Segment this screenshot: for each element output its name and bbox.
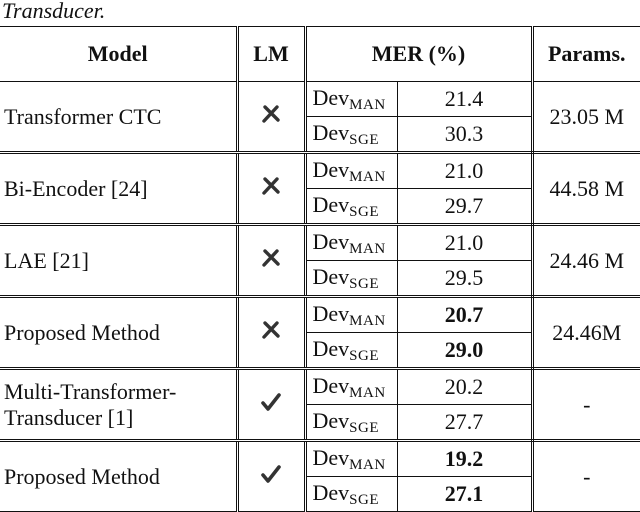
model-name: Multi-Transformer-Transducer [1] bbox=[0, 369, 237, 441]
dev-prefix: Dev bbox=[312, 407, 350, 433]
mer-dev-man-value: 21.4 bbox=[397, 82, 532, 117]
lm-cross-icon bbox=[237, 82, 305, 153]
dev-man-subscript: MAN bbox=[349, 168, 386, 185]
dev-sge-subscript: SGE bbox=[349, 275, 379, 292]
dev-prefix: Dev bbox=[312, 335, 350, 361]
dev-prefix: Dev bbox=[312, 228, 350, 254]
header-params: Params. bbox=[532, 27, 640, 82]
results-table-wrapper bbox=[0, 26, 640, 508]
header-row bbox=[0, 27, 640, 82]
model-name: Bi-Encoder [24] bbox=[0, 153, 237, 225]
mer-dev-man-value: 21.0 bbox=[397, 153, 532, 189]
header-mer: MER (%) bbox=[305, 27, 532, 82]
dev-man-label bbox=[305, 441, 397, 477]
dev-sge-label bbox=[305, 405, 397, 441]
params-value: - bbox=[532, 369, 640, 441]
dev-man-subscript: MAN bbox=[349, 456, 386, 473]
params-value: 24.46 M bbox=[532, 225, 640, 297]
table-row bbox=[0, 369, 640, 405]
table-body bbox=[0, 82, 640, 512]
mer-dev-sge-value: 27.1 bbox=[397, 477, 532, 512]
lm-cross-icon bbox=[237, 297, 305, 369]
dev-prefix: Dev bbox=[312, 444, 350, 470]
dev-sge-label bbox=[305, 189, 397, 225]
model-name: Transformer CTC bbox=[0, 82, 237, 153]
dev-sge-subscript: SGE bbox=[349, 419, 379, 436]
dev-sge-label bbox=[305, 117, 397, 153]
mer-dev-man-value: 20.2 bbox=[397, 369, 532, 405]
dev-man-label bbox=[305, 225, 397, 261]
params-value: 44.58 M bbox=[532, 153, 640, 225]
results-table bbox=[0, 26, 640, 512]
dev-sge-label bbox=[305, 477, 397, 512]
lm-cross-icon bbox=[237, 225, 305, 297]
table-row bbox=[0, 441, 640, 477]
mer-dev-sge-value: 30.3 bbox=[397, 117, 532, 153]
dev-prefix: Dev bbox=[312, 372, 350, 398]
lm-check-icon bbox=[237, 441, 305, 512]
params-value: - bbox=[532, 441, 640, 512]
dev-man-label bbox=[305, 82, 397, 117]
table-row bbox=[0, 225, 640, 261]
dev-sge-subscript: SGE bbox=[349, 491, 379, 508]
mer-dev-sge-value: 29.7 bbox=[397, 189, 532, 225]
mer-dev-man-value: 20.7 bbox=[397, 297, 532, 333]
dev-sge-label bbox=[305, 261, 397, 297]
table-row bbox=[0, 82, 640, 117]
mer-dev-sge-value: 27.7 bbox=[397, 405, 532, 441]
dev-man-label bbox=[305, 369, 397, 405]
model-name: Proposed Method bbox=[0, 297, 237, 369]
dev-sge-subscript: SGE bbox=[349, 131, 379, 148]
table-row bbox=[0, 297, 640, 333]
params-value: 24.46M bbox=[532, 297, 640, 369]
caption-tail: Transducer. bbox=[2, 0, 106, 23]
mer-dev-sge-value: 29.5 bbox=[397, 261, 532, 297]
dev-sge-subscript: SGE bbox=[349, 347, 379, 364]
table-row bbox=[0, 153, 640, 189]
dev-man-label bbox=[305, 153, 397, 189]
dev-prefix: Dev bbox=[312, 119, 350, 145]
mer-dev-man-value: 19.2 bbox=[397, 441, 532, 477]
dev-prefix: Dev bbox=[312, 156, 350, 182]
model-name: LAE [21] bbox=[0, 225, 237, 297]
mer-dev-man-value: 21.0 bbox=[397, 225, 532, 261]
lm-check-icon bbox=[237, 369, 305, 441]
dev-man-subscript: MAN bbox=[349, 384, 386, 401]
dev-sge-label bbox=[305, 333, 397, 369]
dev-man-subscript: MAN bbox=[349, 96, 386, 113]
header-model: Model bbox=[0, 27, 237, 82]
dev-man-subscript: MAN bbox=[349, 240, 386, 257]
dev-man-subscript: MAN bbox=[349, 312, 386, 329]
dev-sge-subscript: SGE bbox=[349, 203, 379, 220]
dev-prefix: Dev bbox=[312, 84, 350, 110]
dev-prefix: Dev bbox=[312, 300, 350, 326]
params-value: 23.05 M bbox=[532, 82, 640, 153]
dev-prefix: Dev bbox=[312, 263, 350, 289]
header-lm: LM bbox=[237, 27, 305, 82]
dev-prefix: Dev bbox=[312, 479, 350, 505]
mer-dev-sge-value: 29.0 bbox=[397, 333, 532, 369]
model-name: Proposed Method bbox=[4, 463, 160, 489]
lm-cross-icon bbox=[237, 153, 305, 225]
dev-prefix: Dev bbox=[312, 191, 350, 217]
dev-man-label bbox=[305, 297, 397, 333]
